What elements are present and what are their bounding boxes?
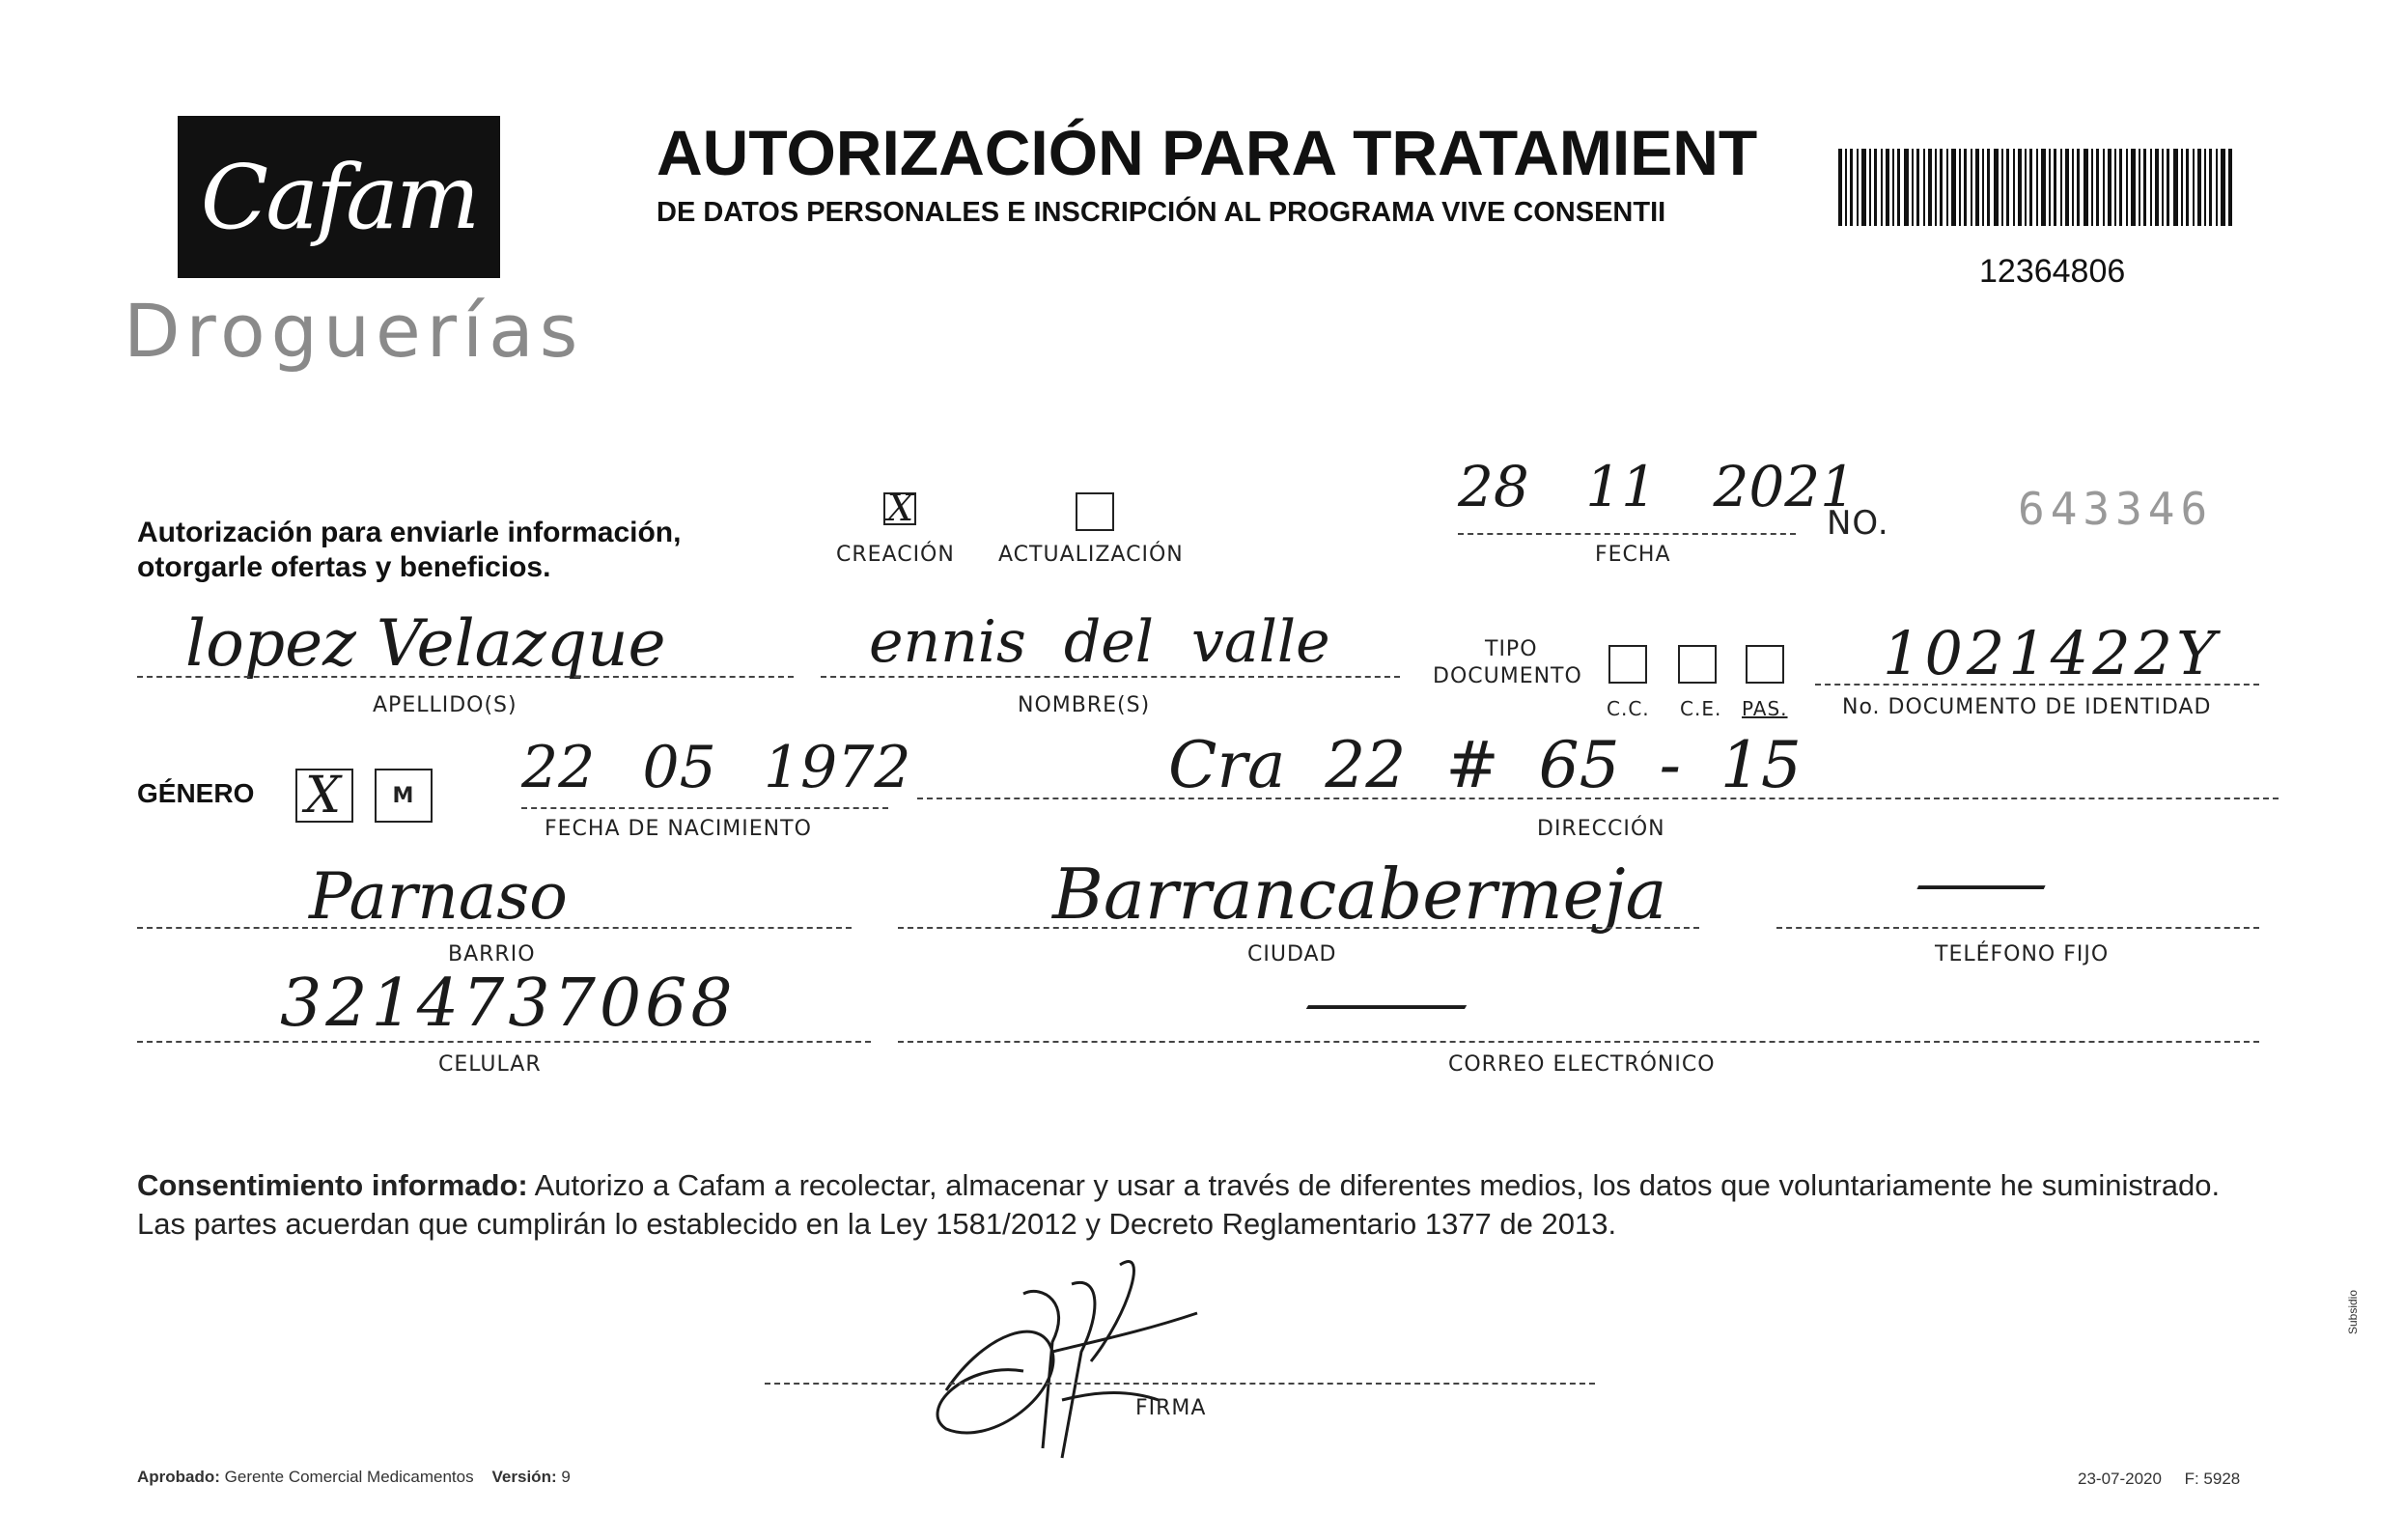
fecha-line	[1458, 533, 1796, 535]
direccion-value: Cra 22 # 65 - 15	[1168, 728, 1802, 802]
nombres-value: ennis del valle	[869, 608, 1330, 676]
logo-subtitle: Droguerías	[124, 288, 584, 374]
documento-label: DOCUMENTO	[1433, 664, 1582, 688]
aprobado-value: Gerente Comercial Medicamentos	[224, 1468, 474, 1486]
version-label: Versión:	[491, 1468, 557, 1486]
document-title: AUTORIZACIÓN PARA TRATAMIENT	[657, 117, 1758, 188]
firma-label: FIRMA	[1135, 1396, 1207, 1420]
creacion-checkbox[interactable]	[883, 487, 916, 529]
creacion-label: CREACIÓN	[836, 543, 955, 567]
fecha-value: 28 11 2021	[1458, 454, 1857, 519]
side-subsidio-text: Subsidio	[2346, 1290, 2360, 1335]
tipo-label: TIPO	[1485, 637, 1538, 661]
aprobado-label: Aprobado:	[137, 1468, 220, 1486]
ciudad-value: Barrancabermeja	[1052, 854, 1667, 935]
correo-label: CORREO ELECTRÓNICO	[1448, 1052, 1716, 1077]
doc-cc-checkbox[interactable]	[1608, 645, 1647, 684]
document-subtitle: DE DATOS PERSONALES E INSCRIPCIÓN AL PROGRAMA VIVE CONSENTII	[657, 197, 1666, 228]
genero-m-checkbox[interactable]	[375, 769, 433, 823]
direccion-line	[917, 798, 2279, 799]
birth-date-label: FECHA DE NACIMIENTO	[545, 817, 812, 841]
barcode-number: 12364806	[1979, 253, 2126, 290]
footer-form-code: F: 5928	[2184, 1470, 2241, 1488]
doc-pas-checkbox[interactable]	[1746, 645, 1784, 684]
birth-date-line	[521, 807, 888, 809]
footer-approval	[137, 1468, 571, 1487]
cafam-logo	[178, 116, 500, 278]
direccion-label: DIRECCIÓN	[1537, 817, 1665, 841]
footer-date-code	[2078, 1470, 2240, 1489]
barrio-line	[137, 927, 852, 929]
doc-id-line	[1815, 684, 2259, 686]
genero-m-label: M	[392, 783, 415, 808]
authorization-text	[137, 516, 681, 585]
genero-f-checkbox[interactable]	[295, 769, 353, 823]
doc-id-label: No. DOCUMENTO DE IDENTIDAD	[1842, 695, 2212, 719]
celular-line	[137, 1041, 871, 1043]
correo-line	[898, 1041, 2259, 1043]
version-value: 9	[561, 1468, 571, 1486]
genero-label: GÉNERO	[137, 778, 255, 808]
barrio-label: BARRIO	[448, 942, 536, 966]
consent-body: Autorizo a Cafam a recolectar, almacenar y usar a través de diferentes medios, los datos que voluntariamente he suministrado. Las partes acuerdan que cumplirán lo establecido en la Ley 1581/2012 y Decreto Reglamentario 1377 de 2013.	[137, 1168, 2221, 1241]
telefono-line	[1776, 927, 2259, 929]
barcode-icon	[1838, 149, 2234, 226]
barrio-value: Parnaso	[309, 859, 568, 934]
authorization-line-2: otorgarle ofertas y beneficios.	[137, 551, 551, 583]
celular-label: CELULAR	[438, 1052, 542, 1077]
birth-date-value: 22 05 1972	[521, 734, 911, 801]
ciudad-label: CIUDAD	[1247, 942, 1337, 966]
doc-ce-label: C.E.	[1680, 697, 1722, 720]
celular-value: 3214737068	[280, 966, 737, 1042]
creacion-check-mark: X	[887, 487, 914, 529]
doc-cc-label: C.C.	[1607, 697, 1650, 720]
nombres-label: NOMBRE(S)	[1018, 693, 1151, 717]
ciudad-line	[898, 927, 1699, 929]
fecha-label: FECHA	[1595, 543, 1671, 567]
signature-line	[765, 1383, 1595, 1385]
nombres-line	[821, 676, 1400, 678]
footer-date: 23-07-2020	[2078, 1470, 2162, 1488]
correo-value: —	[1300, 969, 1473, 1037]
apellidos-value: lopez Velazque	[185, 606, 666, 681]
signature-mark	[908, 1255, 1236, 1477]
logo-text: Cafam	[200, 145, 478, 249]
authorization-line-1: Autorización para enviarle información,	[137, 517, 682, 548]
actualizacion-checkbox[interactable]	[1076, 492, 1114, 531]
actualizacion-label: ACTUALIZACIÓN	[998, 543, 1184, 567]
no-label: NO.	[1827, 504, 1889, 543]
consent-heading: Consentimiento informado:	[137, 1168, 528, 1202]
doc-pas-label: PAS.	[1742, 697, 1788, 720]
doc-ce-checkbox[interactable]	[1678, 645, 1717, 684]
doc-id-value: 1021422Y	[1883, 618, 2221, 688]
apellidos-line	[137, 676, 794, 678]
telefono-label: TELÉFONO FIJO	[1935, 942, 2110, 966]
telefono-value: —	[1912, 850, 2051, 917]
consent-paragraph	[137, 1166, 2261, 1244]
form-number: 643346	[2018, 483, 2214, 535]
genero-f-mark: X	[305, 767, 342, 825]
apellidos-label: APELLIDO(S)	[373, 693, 517, 717]
